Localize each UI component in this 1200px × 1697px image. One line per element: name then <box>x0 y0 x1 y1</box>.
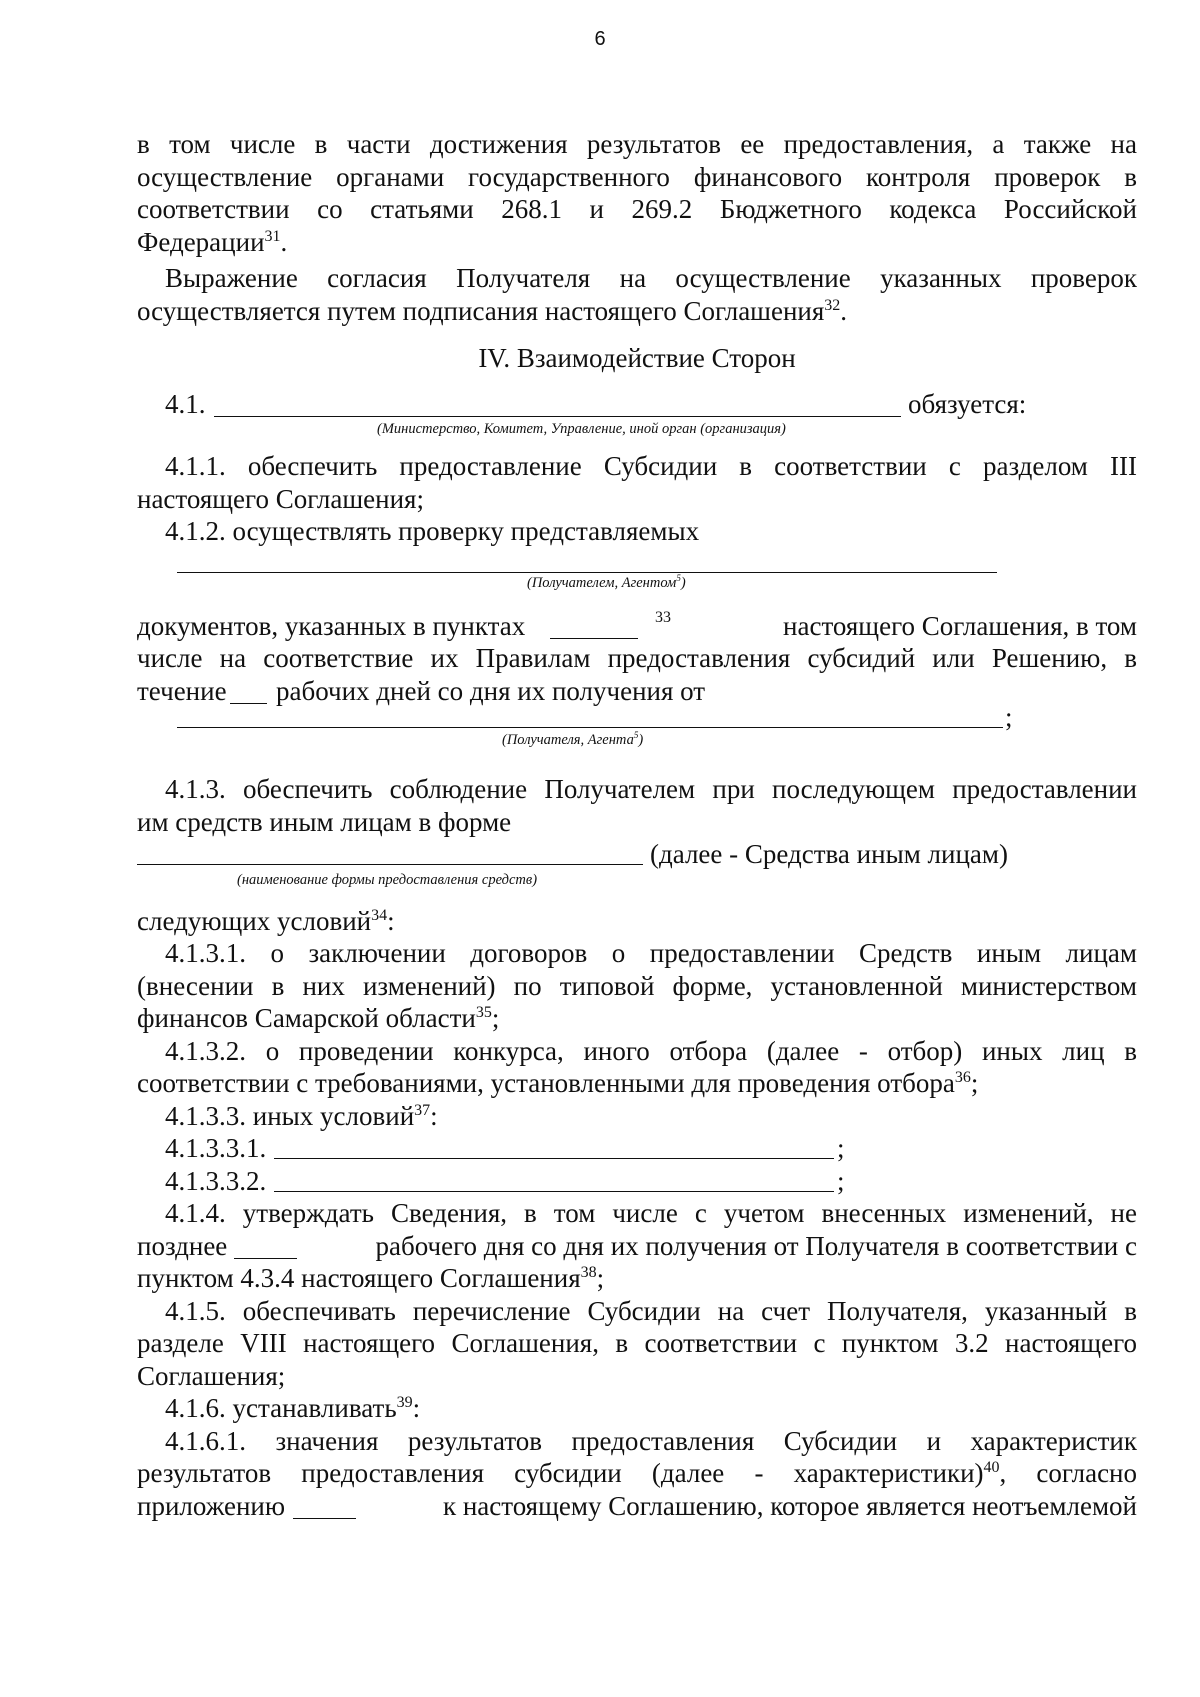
footnote-ref: 37 <box>414 1101 431 1119</box>
clause-4-1-3-3: 4.1.3.3. иных условий$^{37}$: <box>165 1100 438 1131</box>
blank-field <box>177 703 1003 728</box>
clause-4-1-3-3-2: 4.1.3.3.2. ; <box>165 1165 845 1196</box>
clause-4-1-2: 4.1.2. осуществлять проверку представляемых (Получателем, Агентом$^5$) документов, указанных в пунктах 33 настоящего Соглашения, в том числе на соответствие их Правилам предоставления субсидий или Решению, в течение рабочих дней со дня их получения от ; (Получателя, Агента$^5$) <box>137 516 1137 748</box>
blank-field <box>234 1234 297 1259</box>
blank-field <box>214 392 901 417</box>
field-hint: (Получателем, Агентом$^5$) <box>527 572 686 591</box>
text-line: (далее - Средства иным лицам) <box>137 838 1137 871</box>
clause-4-1-4: 4.1.4. утверждать Сведения, в том числе с учетом внесенных изменений, не позднее рабочего дня со дня их получения от Получателя в соответствии с пунктом 4.3.4 настоящего Соглашения$^{38}$; <box>137 1198 1137 1293</box>
clause-4-1-1: 4.1.1. обеспечить предоставление Субсидии в соответствии с разделом III настоящего Соглашения; <box>137 451 1137 514</box>
clause-4-1-6: 4.1.6. устанавливать$^{39}$: <box>165 1393 421 1423</box>
text-line: документов, указанных в пунктах 33 настоящего Соглашения, в том <box>137 608 1137 641</box>
section-heading: IV. Взаимодействие Сторон <box>478 343 796 373</box>
page-number: 6 <box>594 28 606 50</box>
field-hint: (наименование формы предоставления средств) <box>237 871 538 888</box>
text-line: в том числе в части достижения результатов ее предоставления, а также на <box>137 129 1137 159</box>
clause-4-1-5: 4.1.5. обеспечивать перечисление Субсидии на счет Получателя, указанный в разделе VIII настоящего Соглашения, в соответствии с пунктом 3.2 настоящего Соглашения; <box>137 1295 1137 1391</box>
footnote-ref: 31 <box>264 227 281 245</box>
footnote-ref: 34 <box>371 906 388 924</box>
footnote-ref: 36 <box>954 1069 971 1086</box>
blank-field <box>293 1494 356 1519</box>
paragraph-consent <box>137 262 1137 327</box>
text-line: соответствии со статьями 268.1 и 269.2 Бюджетного кодекса Российской <box>137 194 1137 224</box>
blank-field <box>230 679 267 704</box>
text-line: Выражение согласия Получателя на осуществление указанных проверок <box>165 263 1137 293</box>
footnote-ref: 35 <box>475 1004 492 1021</box>
clause-4-1-3-3-1: 4.1.3.3.1. ; <box>165 1133 845 1163</box>
clause-4-1: 4.1. обязуется: <box>165 388 1027 419</box>
text-line: осуществление органами государственного финансового контроля проверок в <box>137 161 1137 192</box>
blank-field <box>550 614 638 639</box>
footnote-ref: 39 <box>396 1394 413 1411</box>
blank-field <box>274 1134 834 1159</box>
footnote-ref: 38 <box>580 1264 597 1281</box>
document-body <box>137 128 1137 1522</box>
field-hint: (Получателя, Агента$^5$) <box>502 730 644 748</box>
paragraph-continuation <box>137 128 1137 258</box>
clause-4-1-3-2: 4.1.3.2. о проведении конкурса, иного отбора (далее - отбор) иных лиц в соответствии с требованиями, установленными для проведения отбора$^{36}$; <box>137 1035 1137 1098</box>
footnote-ref: 32 <box>824 296 841 314</box>
clause-4-1-6-1: 4.1.6.1. значения результатов предоставления Субсидии и характеристик результатов предоставления субсидии (далее - характеристики)$^{40}$, согласно приложению к настоящему Соглашению, которое является неотъемлемой <box>137 1425 1138 1521</box>
blank-field <box>177 548 997 573</box>
text-line: течение рабочих дней со дня их получения от <box>137 675 706 706</box>
blank-field <box>137 838 643 865</box>
footnote-ref: 40 <box>983 1459 1000 1476</box>
text-line: Федерации$^{31}$. <box>137 226 288 257</box>
text-line: осуществляется путем подписания настоящего Соглашения$^{32}$. <box>137 295 848 326</box>
blank-field <box>274 1167 834 1192</box>
field-hint: (Министерство, Комитет, Управление, иной орган (организация) <box>377 421 786 437</box>
clause-4-1-3: 4.1.3. обеспечить соблюдение Получателем при последующем предоставлении им средств иным лицам в форме (далее - Средства иным лицам) (наименование формы предоставления средств) следующих условий$^{34}$: <box>137 774 1137 936</box>
clause-4-1-3-1: 4.1.3.1. о заключении договоров о предоставлении Средств иным лицам (внесении в них изменений) по типовой форме, установленной министерством финансов Самарской области$^{35}$; <box>137 938 1137 1033</box>
